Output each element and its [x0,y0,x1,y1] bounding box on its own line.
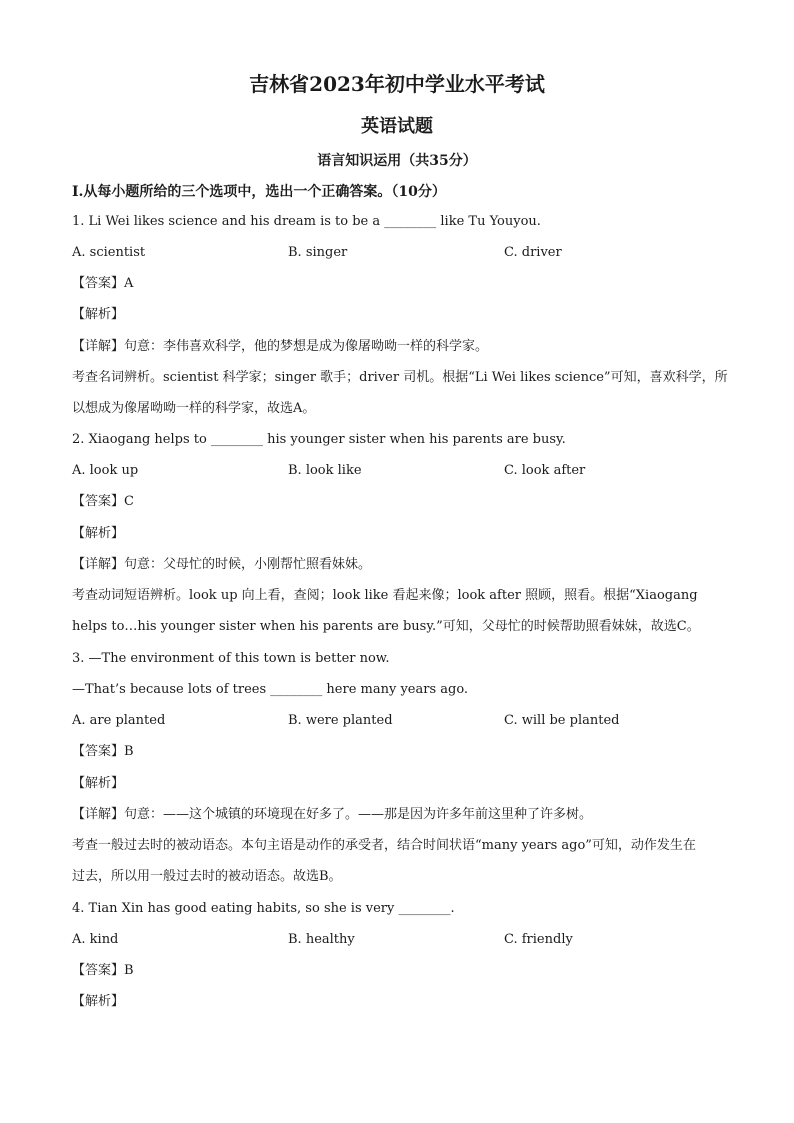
explain-text: helps to…his younger sister when his parents are busy.”可知，父母忙的时候帮助照看妹妹，故选C。 [72,619,700,634]
page-subtitle: 英语试题 [361,116,433,137]
part-heading: 语言知识运用（共35分） [317,153,477,169]
analysis-label: 【解析】 [72,776,125,791]
option-b: B. singer [288,245,348,260]
option-b: B. healthy [288,932,355,947]
answer-label: 【答案】A [72,276,134,291]
option-a: A. kind [72,932,119,947]
question-stem: 3. —The environment of this town is better now. [72,651,390,666]
option-b: B. look like [288,463,362,478]
explain-text: 以想成为像屠呦呦一样的科学家，故选A。 [72,401,316,416]
explain-text: 考查名词辨析。scientist 科学家；singer 歌手；driver 司机。根据“Li Wei likes science”可知，喜欢科学，所 [72,370,728,385]
option-a: A. are planted [72,713,166,728]
section-heading: I.从每小题所给的三个选项中，选出一个正确答案。（10分） [72,184,446,200]
detail-text: 【详解】句意：——这个城镇的环境现在好多了。——那是因为许多年前这里种了许多树。 [72,807,593,822]
analysis-label: 【解析】 [72,526,125,541]
option-a: A. look up [72,463,139,478]
page-title: 吉林省2023年初中学业水平考试 [249,72,545,96]
option-c: C. will be planted [504,713,620,728]
analysis-label: 【解析】 [72,994,125,1009]
question-stem: 1. Li Wei likes science and his dream is to be a ________ like Tu Youyou. [72,214,541,229]
detail-text: 【详解】句意：李伟喜欢科学，他的梦想是成为像屠呦呦一样的科学家。 [72,339,489,354]
option-a: A. scientist [72,245,146,260]
question-stem: 2. Xiaogang helps to ________ his younger sister when his parents are busy. [72,432,566,447]
answer-label: 【答案】B [72,744,134,759]
detail-text: 【详解】句意：父母忙的时候，小刚帮忙照看妹妹。 [72,557,372,572]
analysis-label: 【解析】 [72,307,125,322]
explain-text: 过去，所以用一般过去时的被动语态。故选B。 [72,869,342,884]
answer-label: 【答案】B [72,963,134,978]
question-stem: 4. Tian Xin has good eating habits, so she is very ________. [72,901,455,916]
option-c: C. look after [504,463,586,478]
option-c: C. friendly [504,932,573,947]
explain-text: 考查一般过去时的被动语态。本句主语是动作的承受者，结合时间状语“many years ago”可知，动作发生在 [72,838,696,853]
answer-label: 【答案】C [72,494,134,509]
question-stem-line2: —That’s because lots of trees ________ here many years ago. [72,682,469,697]
option-b: B. were planted [288,713,393,728]
option-c: C. driver [504,245,562,260]
explain-text: 考查动词短语辨析。look up 向上看，查阅；look like 看起来像；look after 照顾，照看。根据“Xiaogang [72,588,698,603]
